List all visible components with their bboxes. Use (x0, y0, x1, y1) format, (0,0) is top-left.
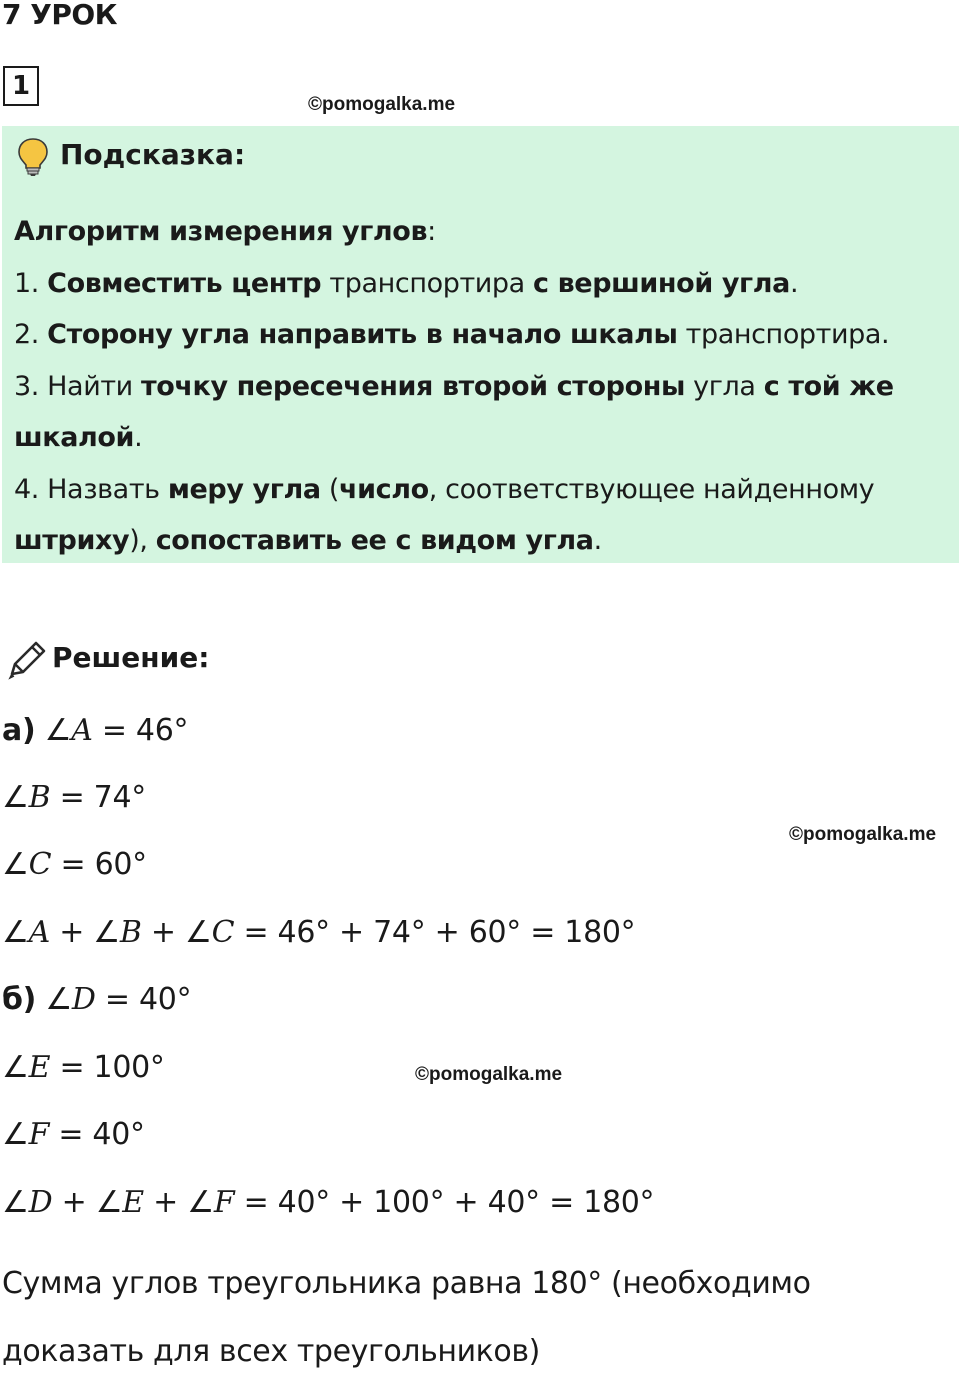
equation-b-sum: ∠D + ∠E + ∠F = 40° + 100° + 40° = 180° (2, 1185, 655, 1220)
conclusion-text: Сумма углов треугольника равна 180° (необходимо доказать для всех треугольников) (2, 1266, 811, 1369)
hint-step-2: 2. Сторону угла направить в начало шкалы транспортира. (14, 319, 890, 350)
algorithm-title: Алгоритм измерения углов: (14, 216, 436, 247)
hint-body (14, 206, 949, 567)
solution-title: Решение: (52, 641, 210, 674)
lesson-title: 7 УРОК (2, 0, 118, 31)
hint-step-1: 1. Совместить центр транспортира с вершиной угла. (14, 267, 799, 299)
task-number: 1 (3, 66, 39, 106)
watermark: ©pomogalka.me (308, 94, 456, 115)
equation-a-sum: ∠A + ∠B + ∠C = 46° + 74° + 60° = 180° (2, 915, 636, 950)
pencil-icon (6, 640, 48, 680)
lightbulb-icon (16, 137, 50, 177)
hint-step-3: 3. Найти точку пересечения второй стороны угла с той же шкалой. (14, 370, 894, 453)
equation-a2: ∠B = 74° (2, 780, 146, 815)
watermark: ©pomogalka.me (415, 1064, 563, 1085)
equation-a1: а) ∠A = 46° (2, 713, 189, 748)
watermark: ©pomogalka.me (789, 824, 937, 845)
hint-title: Подсказка: (60, 138, 246, 171)
hint-step-4: 4. Назвать меру угла (число, соответствующее найденному штриху), сопоставить ее с видом угла. (14, 473, 875, 556)
equation-b2: ∠E = 100° (2, 1050, 165, 1085)
equation-a3: ∠C = 60° (2, 847, 147, 882)
equation-b3: ∠F = 40° (2, 1117, 145, 1152)
equation-b1: б) ∠D = 40° (2, 982, 192, 1017)
